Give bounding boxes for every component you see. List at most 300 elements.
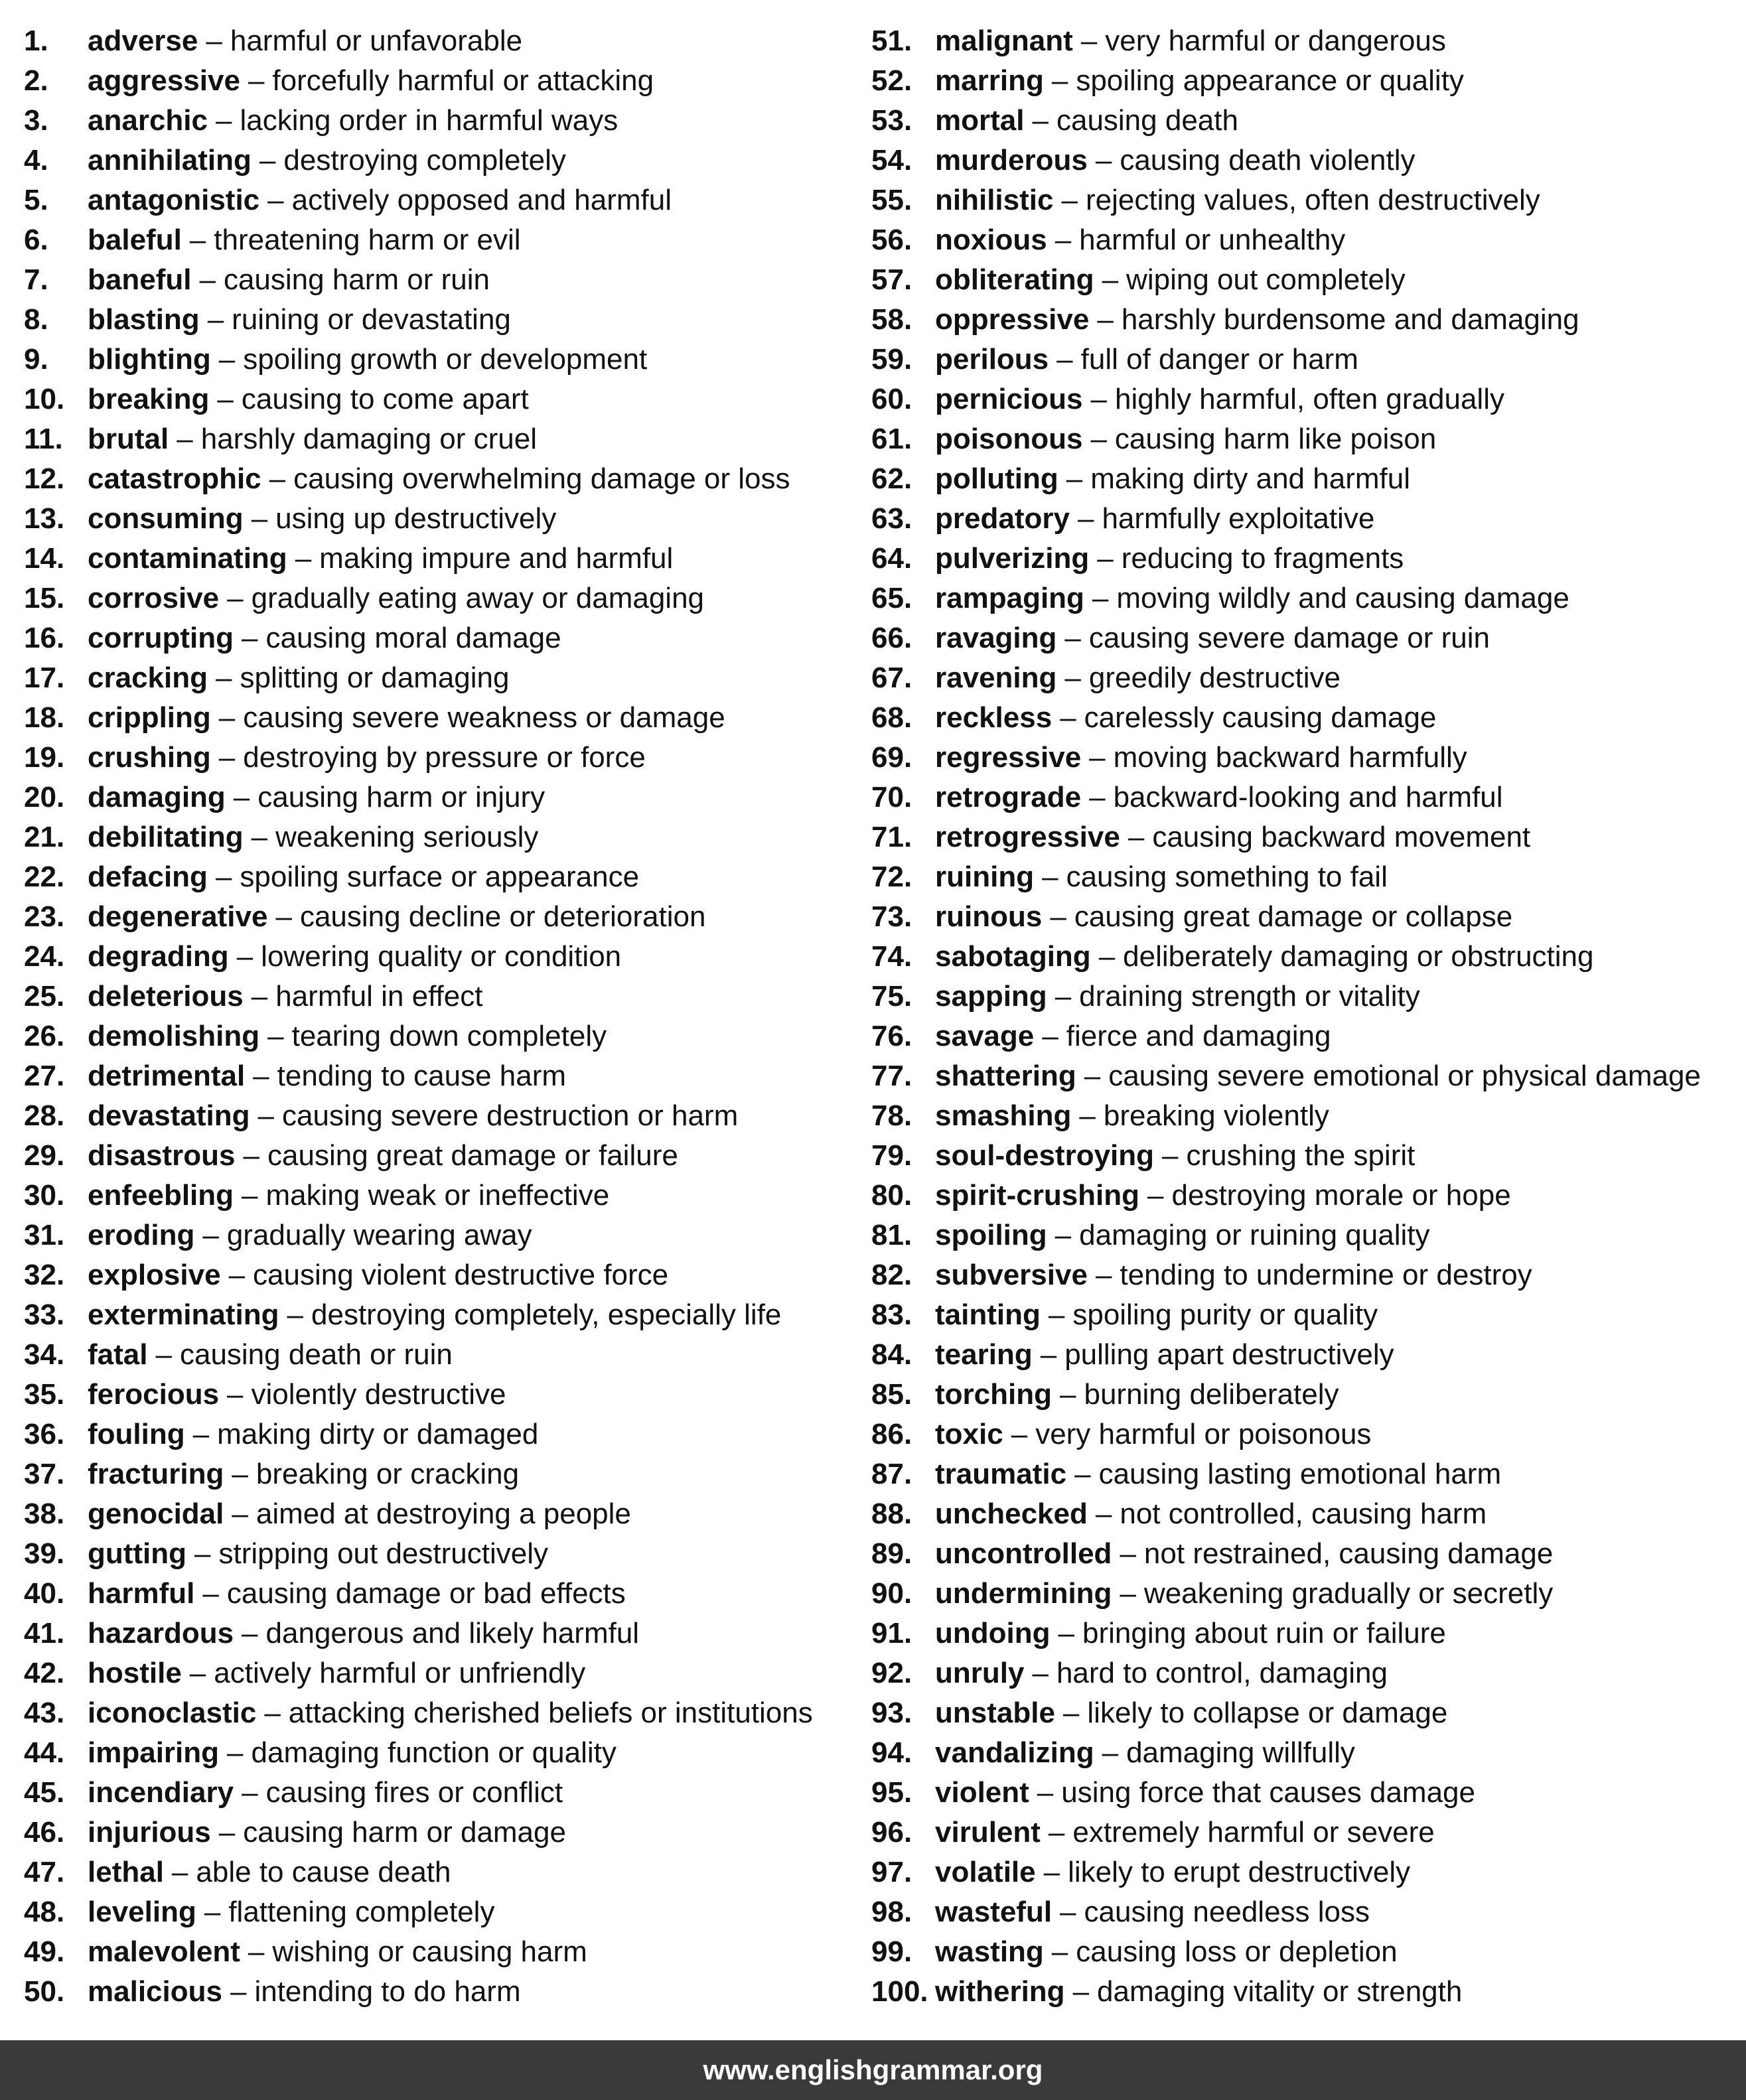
item-number: 90. bbox=[871, 1577, 912, 1610]
item-definition: not controlled, causing harm bbox=[1120, 1498, 1487, 1530]
list-item bbox=[871, 141, 1746, 180]
item-definition: violently destructive bbox=[251, 1378, 506, 1411]
item-separator: – bbox=[1074, 1458, 1091, 1490]
item-separator: – bbox=[1128, 821, 1145, 853]
item-separator: – bbox=[171, 1856, 188, 1888]
item-definition: backward-looking and harmful bbox=[1113, 781, 1503, 813]
item-number: 61. bbox=[871, 423, 912, 455]
list-item bbox=[871, 1693, 1746, 1733]
item-number: 96. bbox=[871, 1816, 912, 1849]
item-separator: – bbox=[1095, 1259, 1112, 1291]
item-definition: causing severe weakness or damage bbox=[243, 701, 725, 734]
item-separator: – bbox=[1089, 781, 1106, 813]
item-term: eroding bbox=[88, 1219, 195, 1251]
list-item bbox=[871, 180, 1746, 220]
item-separator: – bbox=[1048, 1816, 1065, 1849]
item-number: 7. bbox=[24, 263, 48, 296]
item-definition: using force that causes damage bbox=[1061, 1776, 1475, 1809]
item-separator: – bbox=[1042, 1020, 1058, 1052]
item-separator: – bbox=[192, 1418, 210, 1450]
item-definition: causing overwhelming damage or loss bbox=[293, 462, 790, 495]
item-term: mortal bbox=[935, 104, 1025, 137]
item-number: 85. bbox=[871, 1378, 912, 1411]
item-separator: – bbox=[1043, 1856, 1060, 1888]
list-item bbox=[871, 1375, 1746, 1415]
item-term: undermining bbox=[935, 1577, 1112, 1610]
item-separator: – bbox=[1064, 622, 1081, 654]
item-definition: lowering quality or condition bbox=[261, 940, 622, 973]
item-term: sapping bbox=[935, 980, 1047, 1013]
item-separator: – bbox=[1120, 1537, 1136, 1570]
list-item bbox=[24, 1056, 847, 1096]
list-item bbox=[24, 1454, 847, 1494]
list-item bbox=[24, 658, 847, 698]
item-number: 17. bbox=[24, 662, 65, 694]
item-term: sabotaging bbox=[935, 940, 1091, 973]
item-number: 87. bbox=[871, 1458, 912, 1490]
item-term: explosive bbox=[88, 1259, 221, 1291]
item-term: crushing bbox=[88, 741, 211, 774]
item-number: 48. bbox=[24, 1896, 65, 1928]
item-term: impairing bbox=[88, 1736, 220, 1769]
list-item bbox=[871, 1653, 1746, 1693]
item-number: 64. bbox=[871, 542, 912, 575]
item-definition: burning deliberately bbox=[1084, 1378, 1339, 1411]
item-separator: – bbox=[1061, 184, 1078, 216]
item-definition: causing severe emotional or physical damage bbox=[1108, 1060, 1701, 1092]
list-item bbox=[24, 1693, 847, 1733]
item-term: aggressive bbox=[88, 64, 240, 97]
item-definition: harmful or unfavorable bbox=[230, 25, 523, 57]
list-item bbox=[871, 1415, 1746, 1454]
item-definition: tending to undermine or destroy bbox=[1120, 1259, 1532, 1291]
item-number: 73. bbox=[871, 900, 912, 933]
item-number: 55. bbox=[871, 184, 912, 216]
item-definition: extremely harmful or severe bbox=[1072, 1816, 1435, 1849]
list-item bbox=[871, 1494, 1746, 1534]
item-number: 4. bbox=[24, 144, 48, 176]
item-separator: – bbox=[241, 622, 258, 654]
item-definition: causing needless loss bbox=[1084, 1896, 1370, 1928]
item-number: 21. bbox=[24, 821, 65, 853]
item-separator: – bbox=[1090, 423, 1107, 455]
item-separator: – bbox=[232, 1498, 248, 1530]
list-item bbox=[24, 1733, 847, 1773]
item-term: smashing bbox=[935, 1099, 1072, 1132]
item-separator: – bbox=[233, 781, 250, 813]
item-definition: causing fires or conflict bbox=[265, 1776, 563, 1809]
list-item bbox=[871, 778, 1746, 817]
word-list-column-right bbox=[871, 21, 1746, 2012]
item-definition: making dirty or damaged bbox=[217, 1418, 539, 1450]
list-item bbox=[24, 419, 847, 459]
item-number: 80. bbox=[871, 1179, 912, 1212]
item-term: ravaging bbox=[935, 622, 1057, 654]
list-item bbox=[871, 817, 1746, 857]
item-term: detrimental bbox=[88, 1060, 246, 1092]
item-separator: – bbox=[253, 1060, 269, 1092]
list-item bbox=[871, 459, 1746, 499]
list-item bbox=[24, 260, 847, 300]
item-term: adverse bbox=[88, 25, 198, 57]
item-term: hazardous bbox=[88, 1617, 234, 1649]
list-item bbox=[24, 21, 847, 61]
item-number: 40. bbox=[24, 1577, 65, 1610]
item-number: 31. bbox=[24, 1219, 65, 1251]
item-definition: causing death violently bbox=[1120, 144, 1416, 176]
item-term: vandalizing bbox=[935, 1736, 1094, 1769]
item-term: fatal bbox=[88, 1338, 148, 1371]
item-separator: – bbox=[204, 1896, 221, 1928]
list-item bbox=[871, 579, 1746, 618]
item-number: 52. bbox=[871, 64, 912, 97]
item-separator: – bbox=[242, 1776, 258, 1809]
footer-url[interactable]: www.englishgrammar.org bbox=[703, 2054, 1043, 2085]
item-number: 53. bbox=[871, 104, 912, 137]
item-number: 2. bbox=[24, 64, 48, 97]
item-term: anarchic bbox=[88, 104, 208, 137]
item-separator: – bbox=[248, 1935, 265, 1968]
item-term: virulent bbox=[935, 1816, 1041, 1849]
item-term: corrupting bbox=[88, 622, 234, 654]
list-item bbox=[871, 1853, 1746, 1892]
item-definition: highly harmful, often gradually bbox=[1114, 383, 1504, 415]
item-separator: – bbox=[1059, 1378, 1076, 1411]
item-term: ruining bbox=[935, 861, 1035, 893]
item-number: 14. bbox=[24, 542, 65, 575]
item-term: crippling bbox=[88, 701, 211, 734]
list-item bbox=[871, 1176, 1746, 1216]
list-item bbox=[871, 380, 1746, 419]
item-definition: actively opposed and harmful bbox=[291, 184, 672, 216]
item-separator: – bbox=[242, 1179, 258, 1212]
list-item bbox=[871, 539, 1746, 579]
item-separator: – bbox=[155, 1338, 172, 1371]
item-number: 76. bbox=[871, 1020, 912, 1052]
item-number: 42. bbox=[24, 1657, 65, 1689]
item-term: unruly bbox=[935, 1657, 1025, 1689]
item-definition: stripping out destructively bbox=[218, 1537, 548, 1570]
item-number: 43. bbox=[24, 1697, 65, 1729]
list-item bbox=[871, 897, 1746, 937]
item-number: 89. bbox=[871, 1537, 912, 1570]
item-term: traumatic bbox=[935, 1458, 1067, 1490]
item-term: annihilating bbox=[88, 144, 252, 176]
item-term: undoing bbox=[935, 1617, 1051, 1649]
item-definition: crushing the spirit bbox=[1186, 1139, 1416, 1172]
item-term: consuming bbox=[88, 502, 244, 535]
item-separator: – bbox=[1048, 1298, 1065, 1331]
item-separator: – bbox=[243, 1139, 259, 1172]
item-number: 41. bbox=[24, 1617, 65, 1649]
list-item bbox=[871, 1335, 1746, 1375]
item-number: 99. bbox=[871, 1935, 912, 1968]
item-term: injurious bbox=[88, 1816, 211, 1849]
item-number: 49. bbox=[24, 1935, 65, 1968]
list-item bbox=[871, 340, 1746, 380]
item-number: 35. bbox=[24, 1378, 65, 1411]
item-number: 72. bbox=[871, 861, 912, 893]
list-item bbox=[871, 1813, 1746, 1853]
item-definition: breaking violently bbox=[1103, 1099, 1329, 1132]
item-separator: – bbox=[1032, 104, 1049, 137]
list-item bbox=[24, 618, 847, 658]
item-number: 56. bbox=[871, 224, 912, 256]
list-item bbox=[24, 1653, 847, 1693]
list-item bbox=[24, 340, 847, 380]
item-definition: using up destructively bbox=[275, 502, 557, 535]
item-definition: greedily destructive bbox=[1088, 662, 1341, 694]
item-separator: – bbox=[1055, 224, 1072, 256]
item-number: 67. bbox=[871, 662, 912, 694]
item-separator: – bbox=[269, 462, 286, 495]
list-item bbox=[24, 180, 847, 220]
item-term: leveling bbox=[88, 1896, 196, 1928]
list-item bbox=[24, 1096, 847, 1136]
item-number: 10. bbox=[24, 383, 65, 415]
list-item bbox=[24, 1295, 847, 1335]
item-term: breaking bbox=[88, 383, 210, 415]
item-term: exterminating bbox=[88, 1298, 279, 1331]
item-number: 93. bbox=[871, 1697, 912, 1729]
item-number: 38. bbox=[24, 1498, 65, 1530]
item-separator: – bbox=[1050, 900, 1066, 933]
item-number: 78. bbox=[871, 1099, 912, 1132]
list-item bbox=[871, 220, 1746, 260]
word-list-column-left bbox=[24, 21, 847, 2012]
item-number: 59. bbox=[871, 343, 912, 376]
item-separator: – bbox=[1084, 1060, 1101, 1092]
item-number: 77. bbox=[871, 1060, 912, 1092]
item-definition: causing backward movement bbox=[1152, 821, 1531, 853]
item-term: genocidal bbox=[88, 1498, 224, 1530]
list-item bbox=[871, 1614, 1746, 1653]
item-definition: hard to control, damaging bbox=[1056, 1657, 1388, 1689]
item-definition: causing great damage or failure bbox=[267, 1139, 678, 1172]
list-item bbox=[871, 857, 1746, 897]
list-item bbox=[871, 698, 1746, 738]
item-separator: – bbox=[189, 224, 206, 256]
item-term: cracking bbox=[88, 662, 208, 694]
item-term: predatory bbox=[935, 502, 1070, 535]
item-number: 57. bbox=[871, 263, 912, 296]
item-separator: – bbox=[206, 25, 222, 57]
list-item bbox=[871, 1216, 1746, 1255]
footer-bar bbox=[0, 2040, 1746, 2100]
item-definition: not restrained, causing damage bbox=[1143, 1537, 1554, 1570]
item-number: 5. bbox=[24, 184, 48, 216]
item-number: 6. bbox=[24, 224, 48, 256]
item-number: 71. bbox=[871, 821, 912, 853]
item-number: 88. bbox=[871, 1498, 912, 1530]
item-definition: deliberately damaging or obstructing bbox=[1123, 940, 1594, 973]
list-item bbox=[24, 1853, 847, 1892]
list-item bbox=[871, 937, 1746, 977]
item-separator: – bbox=[1066, 462, 1083, 495]
item-definition: causing lasting emotional harm bbox=[1098, 1458, 1502, 1490]
item-term: incendiary bbox=[88, 1776, 234, 1809]
item-term: noxious bbox=[935, 224, 1047, 256]
list-item bbox=[24, 499, 847, 539]
item-definition: lacking order in harmful ways bbox=[240, 104, 618, 137]
item-definition: causing moral damage bbox=[265, 622, 561, 654]
item-definition: full of danger or harm bbox=[1080, 343, 1358, 376]
item-separator: – bbox=[199, 263, 216, 296]
item-term: uncontrolled bbox=[935, 1537, 1112, 1570]
item-separator: – bbox=[1162, 1139, 1179, 1172]
item-definition: causing loss or depletion bbox=[1076, 1935, 1398, 1968]
item-term: tainting bbox=[935, 1298, 1041, 1331]
item-term: reckless bbox=[935, 701, 1053, 734]
list-item bbox=[24, 1176, 847, 1216]
item-definition: very harmful or dangerous bbox=[1105, 25, 1446, 57]
item-number: 60. bbox=[871, 383, 912, 415]
item-term: retrogressive bbox=[935, 821, 1120, 853]
item-term: gutting bbox=[88, 1537, 187, 1570]
item-number: 15. bbox=[24, 582, 65, 614]
item-definition: likely to erupt destructively bbox=[1068, 1856, 1411, 1888]
item-term: antagonistic bbox=[88, 184, 260, 216]
item-separator: – bbox=[218, 1816, 236, 1849]
item-definition: damaging or ruining quality bbox=[1079, 1219, 1430, 1251]
item-number: 18. bbox=[24, 701, 65, 734]
list-item bbox=[24, 579, 847, 618]
item-definition: harshly burdensome and damaging bbox=[1121, 303, 1579, 336]
item-separator: – bbox=[189, 1657, 206, 1689]
item-separator: – bbox=[1058, 1617, 1074, 1649]
list-item bbox=[24, 817, 847, 857]
item-definition: tending to cause harm bbox=[277, 1060, 567, 1092]
list-item bbox=[871, 1773, 1746, 1813]
item-definition: causing harm like poison bbox=[1114, 423, 1437, 455]
item-separator: – bbox=[1090, 383, 1107, 415]
item-term: deleterious bbox=[88, 980, 244, 1013]
item-term: wasting bbox=[935, 1935, 1044, 1968]
item-term: regressive bbox=[935, 741, 1082, 774]
item-term: degenerative bbox=[88, 900, 268, 933]
item-number: 51. bbox=[871, 25, 912, 57]
item-term: harmful bbox=[88, 1577, 195, 1610]
item-separator: – bbox=[177, 423, 193, 455]
item-definition: likely to collapse or damage bbox=[1087, 1697, 1448, 1729]
item-definition: harshly damaging or cruel bbox=[200, 423, 537, 455]
item-number: 97. bbox=[871, 1856, 912, 1888]
item-term: fracturing bbox=[88, 1458, 224, 1490]
item-term: debilitating bbox=[88, 821, 244, 853]
item-separator: – bbox=[1147, 1179, 1164, 1212]
item-separator: – bbox=[251, 502, 268, 535]
list-item bbox=[24, 459, 847, 499]
list-item bbox=[871, 61, 1746, 101]
item-number: 1. bbox=[24, 25, 48, 57]
item-separator: – bbox=[227, 1378, 244, 1411]
item-number: 75. bbox=[871, 980, 912, 1013]
list-item bbox=[24, 1534, 847, 1574]
list-item bbox=[24, 1972, 847, 2012]
item-definition: dangerous and likely harmful bbox=[265, 1617, 640, 1649]
item-term: unstable bbox=[935, 1697, 1055, 1729]
item-definition: intending to do harm bbox=[254, 1975, 521, 2008]
item-separator: – bbox=[248, 64, 265, 97]
item-number: 45. bbox=[24, 1776, 65, 1809]
item-number: 86. bbox=[871, 1418, 912, 1450]
item-term: iconoclastic bbox=[88, 1697, 257, 1729]
list-item bbox=[24, 1932, 847, 1972]
item-definition: damaging willfully bbox=[1126, 1736, 1355, 1769]
list-item bbox=[24, 1773, 847, 1813]
item-term: malevolent bbox=[88, 1935, 240, 1968]
item-term: catastrophic bbox=[88, 462, 261, 495]
item-number: 9. bbox=[24, 343, 48, 376]
item-number: 47. bbox=[24, 1856, 65, 1888]
list-item bbox=[24, 1574, 847, 1614]
item-definition: making dirty and harmful bbox=[1090, 462, 1410, 495]
item-definition: able to cause death bbox=[196, 1856, 451, 1888]
list-item bbox=[871, 1534, 1746, 1574]
item-separator: – bbox=[257, 1099, 274, 1132]
item-term: unchecked bbox=[935, 1498, 1088, 1530]
item-term: tearing bbox=[935, 1338, 1033, 1371]
item-number: 28. bbox=[24, 1099, 65, 1132]
item-separator: – bbox=[215, 861, 232, 893]
item-term: baleful bbox=[88, 224, 182, 256]
item-definition: splitting or damaging bbox=[240, 662, 510, 694]
item-separator: – bbox=[1062, 1697, 1080, 1729]
item-term: savage bbox=[935, 1020, 1035, 1052]
item-definition: causing damage or bad effects bbox=[226, 1577, 626, 1610]
list-item bbox=[871, 21, 1746, 61]
item-definition: threatening harm or evil bbox=[214, 224, 521, 256]
item-term: obliterating bbox=[935, 263, 1094, 296]
item-number: 84. bbox=[871, 1338, 912, 1371]
list-item bbox=[871, 260, 1746, 300]
item-definition: bringing about ruin or failure bbox=[1082, 1617, 1446, 1649]
item-number: 27. bbox=[24, 1060, 65, 1092]
item-term: degrading bbox=[88, 940, 229, 973]
item-separator: – bbox=[217, 383, 234, 415]
item-separator: – bbox=[1051, 1935, 1068, 1968]
item-number: 36. bbox=[24, 1418, 65, 1450]
item-number: 65. bbox=[871, 582, 912, 614]
item-definition: wiping out completely bbox=[1126, 263, 1406, 296]
item-separator: – bbox=[1051, 64, 1068, 97]
item-separator: – bbox=[1120, 1577, 1136, 1610]
list-item bbox=[24, 1813, 847, 1853]
item-number: 22. bbox=[24, 861, 65, 893]
list-item bbox=[24, 380, 847, 419]
list-item bbox=[24, 1016, 847, 1056]
list-item bbox=[871, 419, 1746, 459]
item-definition: harmful or unhealthy bbox=[1079, 224, 1346, 256]
item-term: spoiling bbox=[935, 1219, 1047, 1251]
item-definition: causing violent destructive force bbox=[253, 1259, 669, 1291]
list-item bbox=[871, 1892, 1746, 1932]
list-item bbox=[24, 1415, 847, 1454]
item-definition: causing severe damage or ruin bbox=[1088, 622, 1490, 654]
item-definition: causing to come apart bbox=[241, 383, 529, 415]
list-item bbox=[24, 141, 847, 180]
item-definition: making weak or ineffective bbox=[265, 1179, 610, 1212]
item-separator: – bbox=[1011, 1418, 1028, 1450]
item-separator: – bbox=[1077, 502, 1094, 535]
item-separator: – bbox=[1102, 263, 1119, 296]
item-term: pulverizing bbox=[935, 542, 1090, 575]
item-term: spirit-crushing bbox=[935, 1179, 1140, 1212]
item-separator: – bbox=[207, 303, 224, 336]
item-number: 63. bbox=[871, 502, 912, 535]
list-item bbox=[871, 1255, 1746, 1295]
item-definition: spoiling growth or development bbox=[243, 343, 648, 376]
